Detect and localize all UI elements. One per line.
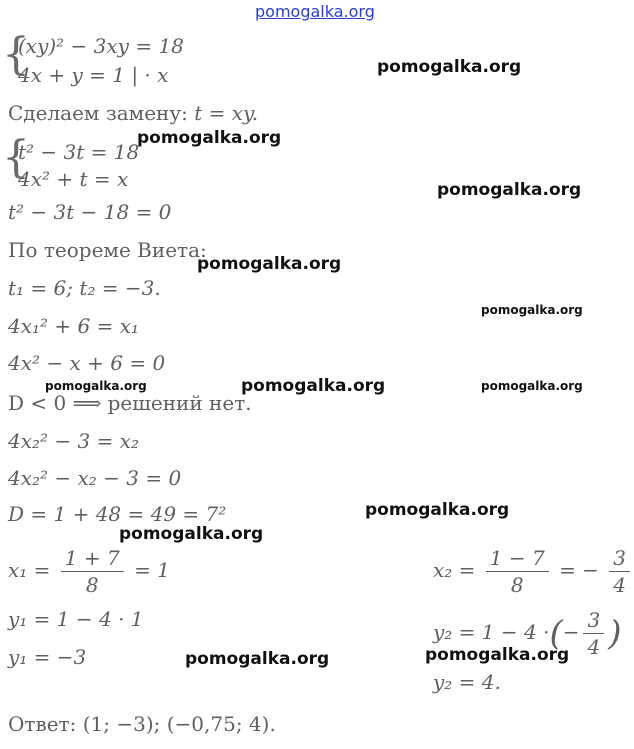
y2-denominator: 4: [587, 635, 601, 659]
y2-minus: −: [562, 620, 580, 644]
quadratic-equation: t² − 3t − 18 = 0: [8, 200, 172, 224]
substitution-text: [8, 101, 258, 125]
x1-lhs: x₁ =: [8, 558, 51, 582]
answer-line: [8, 712, 276, 736]
x1-denominator: 8: [85, 573, 99, 597]
equation-b2: 4x₂² − x₂ − 3 = 0: [8, 466, 182, 490]
x1-numerator: 1 + 7: [61, 545, 124, 572]
system-brace: {: [2, 132, 30, 183]
watermark: pomogalka.org: [377, 57, 522, 77]
vieta-label: По теореме Виета:: [8, 238, 207, 262]
equation-b1: 4x₂² − 3 = x₂: [8, 429, 140, 453]
watermark: pomogalka.org: [241, 376, 386, 396]
y2-numerator: 3: [583, 607, 604, 634]
substitution-expression: t = xy.: [194, 101, 259, 125]
right-paren: ): [608, 613, 622, 654]
system-brace: {: [2, 29, 30, 80]
system1-equation2: 4x + y = 1 | · x: [18, 63, 169, 87]
equation-a1: 4x₁² + 6 = x₁: [8, 314, 140, 338]
no-solutions-line: D < 0 ⟹ решений нет.: [8, 391, 252, 415]
system1-equation1: (xy)² − 3xy = 18: [18, 34, 184, 58]
system2-equation1: t² − 3t = 18: [18, 140, 140, 164]
x2-fraction2: [609, 545, 630, 598]
watermark: pomogalka.org: [481, 379, 583, 393]
roots-line: t₁ = 6; t₂ = −3.: [8, 276, 161, 300]
substitution-label: Сделаем замену:: [8, 101, 188, 125]
y2-calc: [433, 607, 621, 660]
answer-label: Ответ:: [8, 712, 77, 736]
equation-a2: 4x² − x + 6 = 0: [8, 351, 166, 375]
watermark: pomogalka.org: [197, 254, 342, 274]
watermark: pomogalka.org: [45, 379, 147, 393]
watermark-top-link[interactable]: pomogalka.org: [255, 2, 375, 21]
left-paren: (: [549, 613, 563, 654]
x2-denominator: 8: [510, 573, 524, 597]
y2-result: y₂ = 4.: [433, 670, 501, 694]
x2-numerator2: 3: [609, 545, 630, 572]
x2-solution: [433, 545, 634, 598]
watermark: pomogalka.org: [437, 180, 582, 200]
watermark: pomogalka.org: [365, 500, 510, 520]
watermark: pomogalka.org: [137, 128, 282, 148]
system2-equation2: 4x² + t = x: [18, 167, 129, 191]
x2-numerator: 1 − 7: [486, 545, 549, 572]
x1-solution: [8, 545, 170, 598]
y1-calc: y₁ = 1 − 4 · 1: [8, 607, 144, 631]
y2-fraction: [583, 607, 604, 660]
y1-result: y₁ = −3: [8, 645, 87, 669]
answer-value: (1; −3); (−0,75; 4).: [82, 712, 276, 736]
y2-lhs: y₂ = 1 − 4 ·: [433, 620, 550, 644]
watermark: pomogalka.org: [185, 649, 330, 669]
watermark: pomogalka.org: [481, 303, 583, 317]
x2-fraction: [486, 545, 549, 598]
x2-lhs: x₂ =: [433, 558, 476, 582]
watermark: pomogalka.org: [425, 645, 570, 665]
x2-middle: = −: [559, 558, 599, 582]
watermark: pomogalka.org: [119, 524, 264, 544]
x1-fraction: [61, 545, 124, 598]
discriminant-line: D = 1 + 48 = 49 = 7²: [8, 502, 227, 526]
x1-rhs: = 1: [134, 558, 170, 582]
x2-denominator2: 4: [613, 573, 627, 597]
